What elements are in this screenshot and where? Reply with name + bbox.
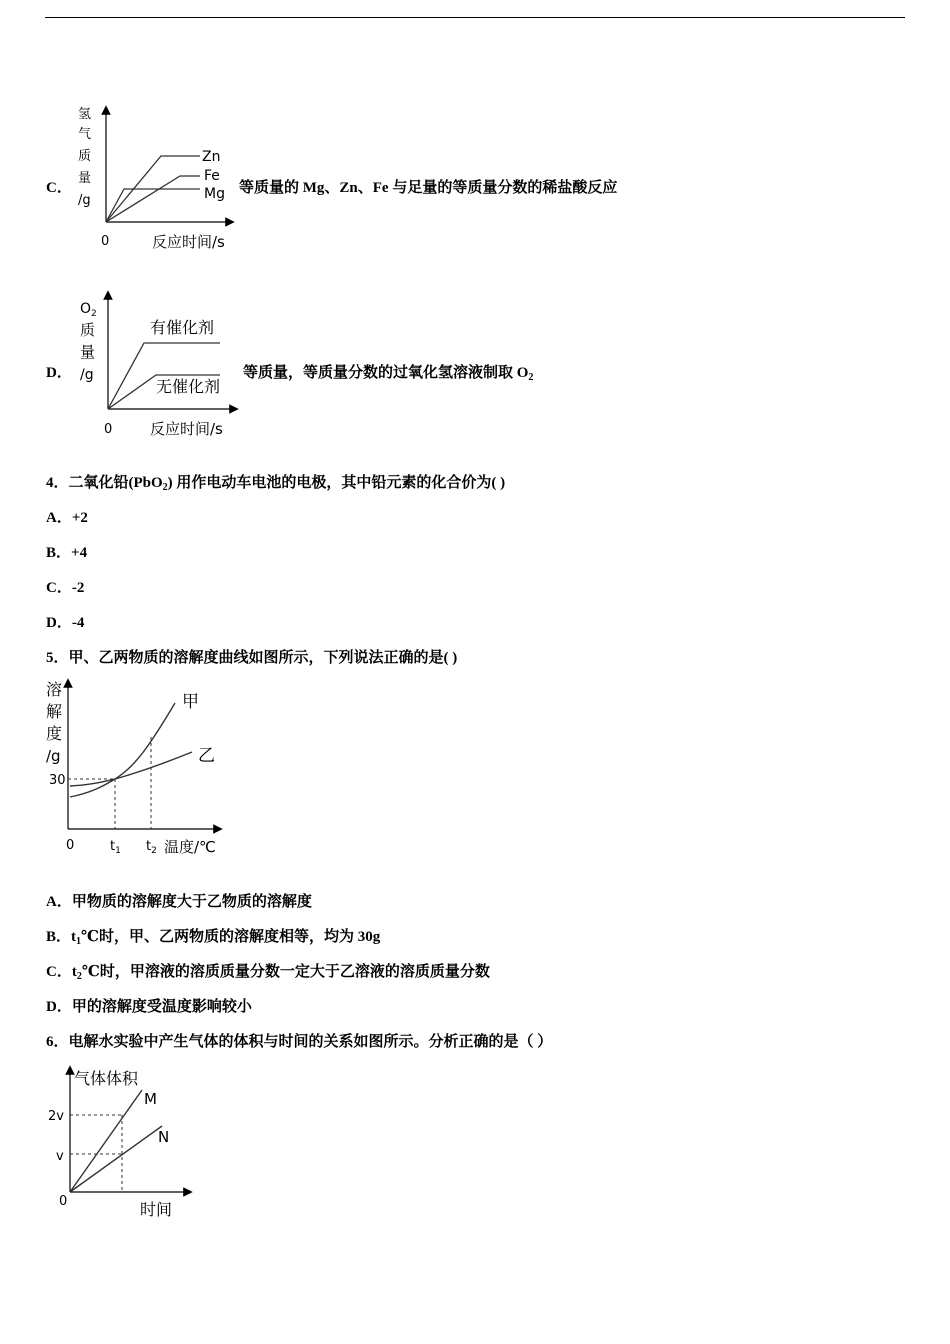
- d-origin: 0: [104, 422, 113, 437]
- q4-option-d-text: -4: [71, 615, 85, 631]
- q5-curve-yi: [70, 752, 192, 786]
- d-ylabel-o: O: [80, 301, 92, 317]
- q5-series-yi: 乙: [198, 746, 215, 766]
- q6-ytick-2v: 2v: [48, 1109, 64, 1124]
- q6-ylabel: 气体体积: [74, 1069, 139, 1088]
- q5-option-b-sub: 1: [76, 936, 82, 947]
- q4-option-b-label: B．: [46, 545, 72, 561]
- q5-option-d-text: 甲的溶解度受温度影响较小: [71, 999, 252, 1015]
- svg-text:t1: [110, 839, 121, 856]
- q5-option-c: [46, 962, 490, 984]
- q4-option-c-text: -2: [71, 580, 85, 596]
- q4-stem-b: ) 用作电动车电池的电极，其中铅元素的化合价为( ): [167, 475, 506, 491]
- q5-ylabel-1: 溶: [46, 680, 63, 699]
- c-line-fe: [106, 176, 200, 222]
- q4-stem-a: 4．二氧化铅(PbO: [46, 475, 163, 491]
- q5-curve-jia: [70, 703, 175, 797]
- q4-option-a: [46, 508, 88, 528]
- d-series-no-catalyst: 无催化剂: [156, 377, 221, 396]
- gas-volume-chart: [40, 1062, 210, 1222]
- q6-line-n: [70, 1126, 162, 1192]
- c-origin: 0: [101, 234, 110, 249]
- hydrogen-mass-chart: [70, 100, 240, 255]
- q5-ylabel-3: 度: [46, 724, 63, 743]
- q5-option-b-label: B．: [46, 929, 72, 945]
- d-series-catalyst: 有催化剂: [150, 318, 215, 337]
- c-ylabel-3: 质: [78, 149, 92, 164]
- q4-option-b: [46, 543, 87, 563]
- c-series-zn: Zn: [202, 149, 221, 165]
- oxygen-mass-chart: [72, 285, 242, 440]
- c-ylabel-2: 气: [78, 127, 92, 142]
- d-ylabel-1: 质: [80, 321, 96, 339]
- q5-option-a-text: 甲物质的溶解度大于乙物质的溶解度: [71, 894, 312, 910]
- q5-option-c-text: ℃时，甲溶液的溶质质量分数一定大于乙溶液的溶质质量分数: [81, 964, 490, 980]
- q4-stem: [46, 473, 505, 495]
- svg-text:t2: [146, 839, 157, 856]
- q5-option-a: [46, 892, 312, 912]
- q5-xtick-t2: t: [146, 839, 152, 854]
- q6-series-m: M: [144, 1090, 157, 1108]
- q5-option-b-text: ℃时，甲、乙两物质的溶解度相等，均为 30g: [81, 929, 381, 945]
- q5-ylabel-2: 解: [46, 702, 63, 721]
- solubility-chart: [40, 675, 230, 860]
- q5-option-b: [46, 927, 380, 949]
- q4-option-c: [46, 578, 84, 598]
- q5-option-d: [46, 997, 252, 1017]
- q4-option-a-text: +2: [71, 510, 88, 526]
- svg-text:O2: [80, 301, 97, 319]
- q5-xlabel: 温度/℃: [164, 838, 216, 856]
- c-ylabel-5: /g: [78, 193, 91, 208]
- q5-xtick-t1: t: [110, 839, 116, 854]
- q5-series-jia: 甲: [182, 692, 199, 712]
- option-d-label: D．: [46, 365, 72, 381]
- q4-stem-sub: 2: [162, 482, 168, 493]
- q4-option-d: [46, 613, 84, 633]
- q5-option-c-label: C．: [46, 964, 72, 980]
- d-ylabel-2: 量: [80, 343, 96, 361]
- q5-option-d-label: D．: [46, 999, 72, 1015]
- q5-ytick-30: 30: [49, 773, 66, 788]
- q6-series-n: N: [158, 1128, 170, 1146]
- q5-option-b-t: t: [71, 929, 77, 945]
- q5-option-c-sub: 2: [76, 971, 82, 982]
- q5-stem: 5．甲、乙两物质的溶解度曲线如图所示，下列说法正确的是( ): [46, 650, 458, 666]
- q6-stem: 6．电解水实验中产生气体的体积与时间的关系如图所示。分析正确的是（ ）: [46, 1034, 553, 1050]
- c-ylabel-1: 氢: [78, 107, 92, 122]
- d-ylabel-3: /g: [80, 367, 94, 383]
- option-c-label: C．: [46, 180, 72, 196]
- option-c-text: 等质量的 Mg、Zn、Fe 与足量的等质量分数的稀盐酸反应: [239, 180, 618, 196]
- q5-option-a-label: A．: [46, 894, 72, 910]
- q6-ytick-v: v: [56, 1149, 64, 1164]
- q4-option-c-label: C．: [46, 580, 72, 596]
- q4-option-d-label: D．: [46, 615, 72, 631]
- q4-option-a-label: A．: [46, 510, 72, 526]
- q5-origin: 0: [66, 838, 75, 853]
- c-ylabel-4: 量: [78, 171, 92, 186]
- q5-ylabel-4: /g: [46, 747, 61, 765]
- c-series-mg: Mg: [204, 186, 225, 202]
- q6-origin: 0: [59, 1194, 68, 1209]
- q6-line-m: [70, 1090, 142, 1192]
- option-d-text-sub: 2: [528, 372, 534, 383]
- d-ylabel-o-sub: 2: [91, 309, 97, 319]
- q5-xtick-t1-sub: 1: [115, 846, 121, 856]
- q5-option-c-t: t: [71, 964, 77, 980]
- d-line-catalyst: [108, 343, 220, 409]
- d-xlabel: 反应时间/s: [150, 420, 223, 438]
- c-series-fe: Fe: [204, 168, 220, 184]
- option-d-text: [243, 363, 533, 385]
- q5-xtick-t2-sub: 2: [151, 846, 157, 856]
- option-d-text-main: 等质量，等质量分数的过氧化氢溶液制取 O: [243, 365, 529, 381]
- header-rule: [45, 17, 905, 18]
- q4-option-b-text: +4: [71, 545, 88, 561]
- q6-xlabel: 时间: [140, 1200, 173, 1219]
- c-xlabel: 反应时间/s: [152, 233, 225, 251]
